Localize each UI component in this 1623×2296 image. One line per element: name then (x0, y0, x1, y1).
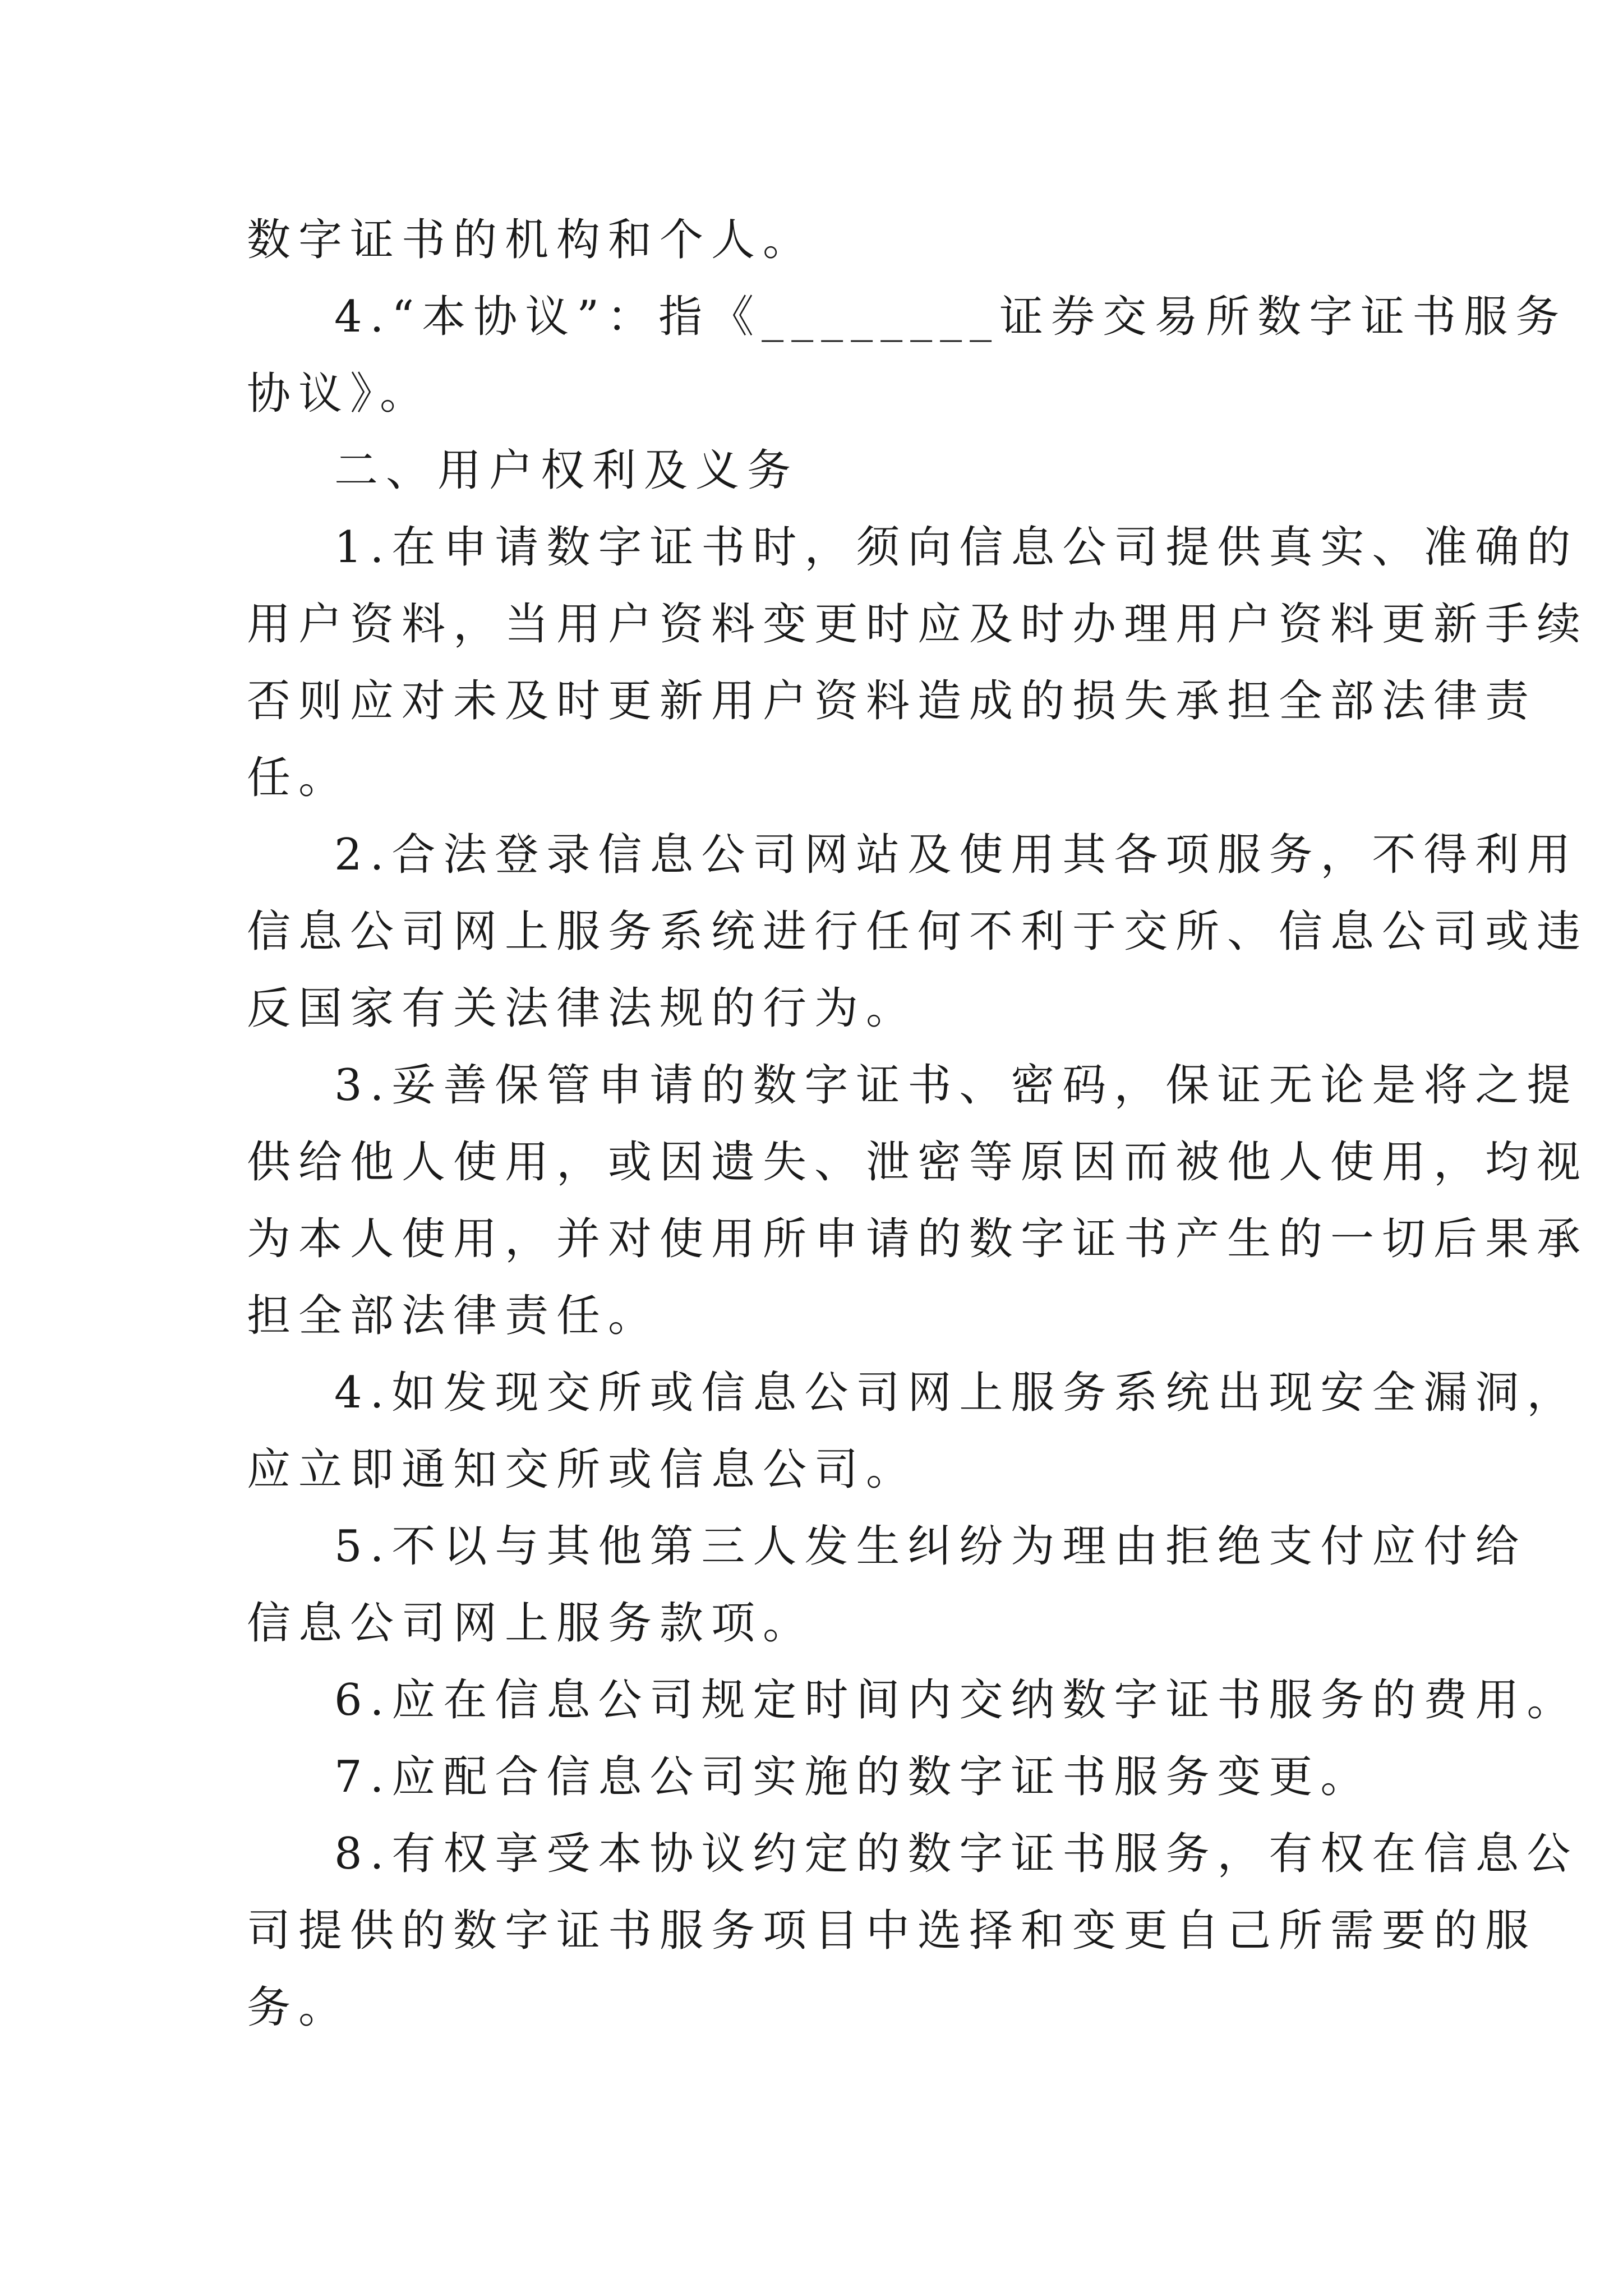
text-line: 信息公司网上服务系统进行任何不利于交所、信息公司或违 (247, 907, 1589, 957)
text-line: 4.如发现交所或信息公司网上服务系统出现安全漏洞， (334, 1368, 1579, 1418)
text-line: 1.在申请数字证书时，须向信息公司提供真实、准确的 (334, 522, 1579, 573)
text-line: 3.妥善保管申请的数字证书、密码，保证无论是将之提 (334, 1060, 1579, 1111)
text-line: 协议》。 (247, 369, 432, 419)
text-line: 8.有权享受本协议约定的数字证书服务，有权在信息公 (334, 1829, 1579, 1879)
text-line: 否则应对未及时更新用户资料造成的损失承担全部法律责 (247, 676, 1537, 726)
section-heading: 二、用户权利及义务 (334, 445, 799, 496)
text-line: 数字证书的机构和个人。 (247, 215, 815, 265)
text-line: 6.应在信息公司规定时间内交纳数字证书服务的费用。 (334, 1675, 1579, 1726)
text-line: 担全部法律责任。 (247, 1291, 660, 1341)
text-line: 司提供的数字证书服务项目中选择和变更自己所需要的服 (247, 1906, 1537, 1956)
text-line: 7.应配合信息公司实施的数字证书服务变更。 (334, 1752, 1372, 1802)
text-line: 任。 (247, 753, 351, 803)
text-line: 5.不以与其他第三人发生纠纷为理由拒绝支付应付给 (334, 1521, 1527, 1572)
text-line: 供给他人使用，或因遗失、泄密等原因而被他人使用，均视 (247, 1137, 1589, 1188)
document-body (247, 202, 1589, 2046)
text-line: 务。 (247, 1982, 351, 2033)
text-line: 信息公司网上服务款项。 (247, 1598, 815, 1649)
text-line: 4.“本协议”：指《________证券交易所数字证书服务 (334, 292, 1567, 342)
text-line: 2.合法登录信息公司网站及使用其各项服务，不得利用 (334, 830, 1579, 880)
text-line: 应立即通知交所或信息公司。 (247, 1444, 918, 1495)
text-line: 用户资料，当用户资料变更时应及时办理用户资料更新手续 (247, 599, 1589, 650)
text-line: 反国家有关法律法规的行为。 (247, 983, 918, 1034)
text-line: 为本人使用，并对使用所申请的数字证书产生的一切后果承 (247, 1214, 1589, 1264)
